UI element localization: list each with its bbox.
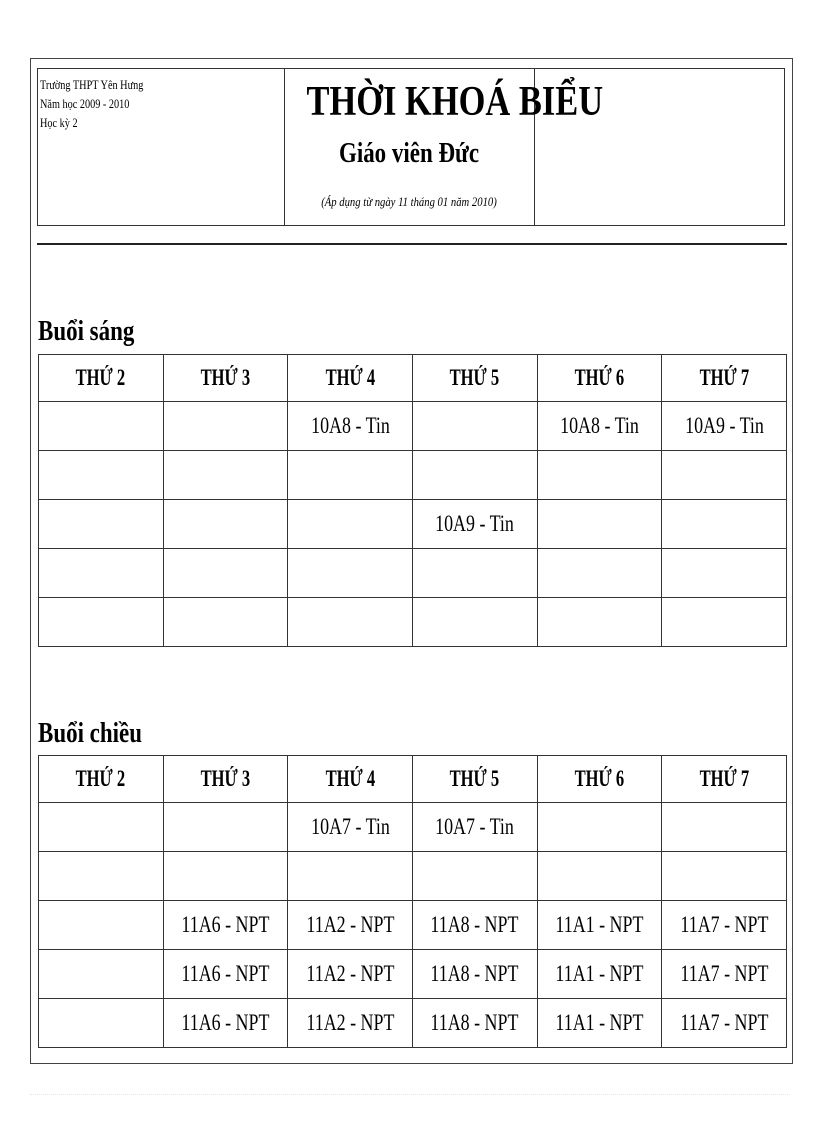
class-entry: 11A6 - NPT [181, 1010, 270, 1035]
class-entry: 11A8 - NPT [430, 961, 519, 986]
table-cell [662, 402, 787, 451]
table-cell [163, 999, 288, 1048]
table-row [39, 803, 787, 852]
table-row [39, 999, 787, 1048]
table-cell [39, 999, 164, 1048]
table-cell [662, 852, 787, 901]
semester: Học kỳ 2 [40, 116, 78, 130]
class-entry: 11A8 - NPT [430, 1010, 519, 1035]
table-cell [537, 549, 662, 598]
table-cell [412, 803, 537, 852]
table-cell [163, 402, 288, 451]
table-row [39, 549, 787, 598]
school-year: Năm học 2009 - 2010 [40, 97, 130, 111]
afternoon-label: Buổi chiều [38, 718, 142, 749]
table-cell [39, 950, 164, 999]
school-info [40, 76, 143, 133]
table-cell [537, 999, 662, 1048]
class-entry: 11A1 - NPT [555, 912, 644, 937]
class-entry: 11A2 - NPT [306, 912, 395, 937]
table-row [39, 402, 787, 451]
table-cell [412, 451, 537, 500]
table-cell [412, 549, 537, 598]
class-entry: 10A7 - Tin [310, 814, 390, 839]
table-cell [163, 451, 288, 500]
table-cell [39, 901, 164, 950]
table-cell [288, 500, 413, 549]
table-cell [163, 901, 288, 950]
table-cell [163, 803, 288, 852]
class-entry: 11A6 - NPT [181, 912, 270, 937]
table-cell [662, 901, 787, 950]
class-entry: 11A1 - NPT [555, 1010, 644, 1035]
class-entry: 10A9 - Tin [684, 413, 764, 438]
table-cell [39, 598, 164, 647]
class-entry: 11A7 - NPT [680, 961, 769, 986]
table-cell [662, 598, 787, 647]
class-entry: 10A8 - Tin [560, 413, 639, 438]
afternoon-timetable [38, 755, 787, 1048]
table-cell [39, 451, 164, 500]
table-row [39, 500, 787, 549]
class-entry: 10A9 - Tin [435, 511, 515, 536]
table-cell [288, 598, 413, 647]
table-cell [163, 598, 288, 647]
day-header: THỨ 5 [412, 756, 537, 803]
day-header: THỨ 7 [662, 756, 787, 803]
table-row [39, 598, 787, 647]
class-entry: 11A7 - NPT [680, 1010, 769, 1035]
table-cell [662, 999, 787, 1048]
table-cell [288, 852, 413, 901]
afternoon-header-row [39, 756, 787, 803]
table-cell [537, 803, 662, 852]
applied-date-note: (Áp dụng từ ngày 11 tháng 01 năm 2010) [321, 194, 497, 209]
day-header: THỨ 6 [537, 355, 662, 402]
table-row [39, 852, 787, 901]
table-cell [662, 803, 787, 852]
morning-header-row [39, 355, 787, 402]
page-title: THỜI KHOÁ BIỂU [306, 79, 604, 125]
table-cell [39, 852, 164, 901]
day-header: THỨ 2 [39, 756, 164, 803]
table-row [39, 950, 787, 999]
table-row [39, 901, 787, 950]
table-cell [163, 549, 288, 598]
table-cell [412, 999, 537, 1048]
table-cell [288, 901, 413, 950]
table-cell [537, 451, 662, 500]
table-cell [288, 999, 413, 1048]
table-cell [39, 549, 164, 598]
table-cell [288, 451, 413, 500]
day-header: THỨ 4 [288, 756, 413, 803]
morning-timetable [38, 354, 787, 647]
day-header: THỨ 4 [288, 355, 413, 402]
table-cell [39, 803, 164, 852]
table-cell [537, 598, 662, 647]
day-header: THỨ 5 [412, 355, 537, 402]
table-cell [412, 500, 537, 549]
footer-rule [30, 1094, 790, 1095]
table-cell [288, 950, 413, 999]
teacher-name: Giáo viên Đức [338, 138, 480, 169]
table-cell [662, 950, 787, 999]
class-entry: 11A6 - NPT [181, 961, 270, 986]
table-cell [163, 950, 288, 999]
table-cell [412, 598, 537, 647]
table-cell [163, 852, 288, 901]
day-header: THỨ 3 [163, 355, 288, 402]
table-cell [288, 803, 413, 852]
morning-label: Buổi sáng [38, 316, 135, 347]
table-cell [662, 549, 787, 598]
table-cell [537, 852, 662, 901]
table-cell [537, 950, 662, 999]
table-cell [662, 500, 787, 549]
class-entry: 10A8 - Tin [310, 413, 390, 438]
table-cell [288, 402, 413, 451]
class-entry: 11A7 - NPT [680, 912, 769, 937]
table-cell [412, 950, 537, 999]
day-header: THỨ 3 [163, 756, 288, 803]
table-cell [39, 402, 164, 451]
table-cell [163, 500, 288, 549]
class-entry: 10A7 - Tin [435, 814, 515, 839]
class-entry: 11A1 - NPT [555, 961, 644, 986]
table-cell [288, 549, 413, 598]
table-cell [412, 852, 537, 901]
class-entry: 11A2 - NPT [306, 961, 395, 986]
title-block [284, 68, 604, 226]
school-name: Trường THPT Yên Hưng [40, 78, 144, 92]
separator-line [37, 243, 787, 245]
table-cell [537, 500, 662, 549]
table-cell [537, 402, 662, 451]
table-cell [412, 901, 537, 950]
table-cell [537, 901, 662, 950]
day-header: THỨ 7 [662, 355, 787, 402]
class-entry: 11A2 - NPT [306, 1010, 395, 1035]
day-header: THỨ 2 [39, 355, 164, 402]
table-cell [39, 500, 164, 549]
table-cell [662, 451, 787, 500]
table-cell [412, 402, 537, 451]
table-row [39, 451, 787, 500]
class-entry: 11A8 - NPT [430, 912, 519, 937]
day-header: THỨ 6 [537, 756, 662, 803]
